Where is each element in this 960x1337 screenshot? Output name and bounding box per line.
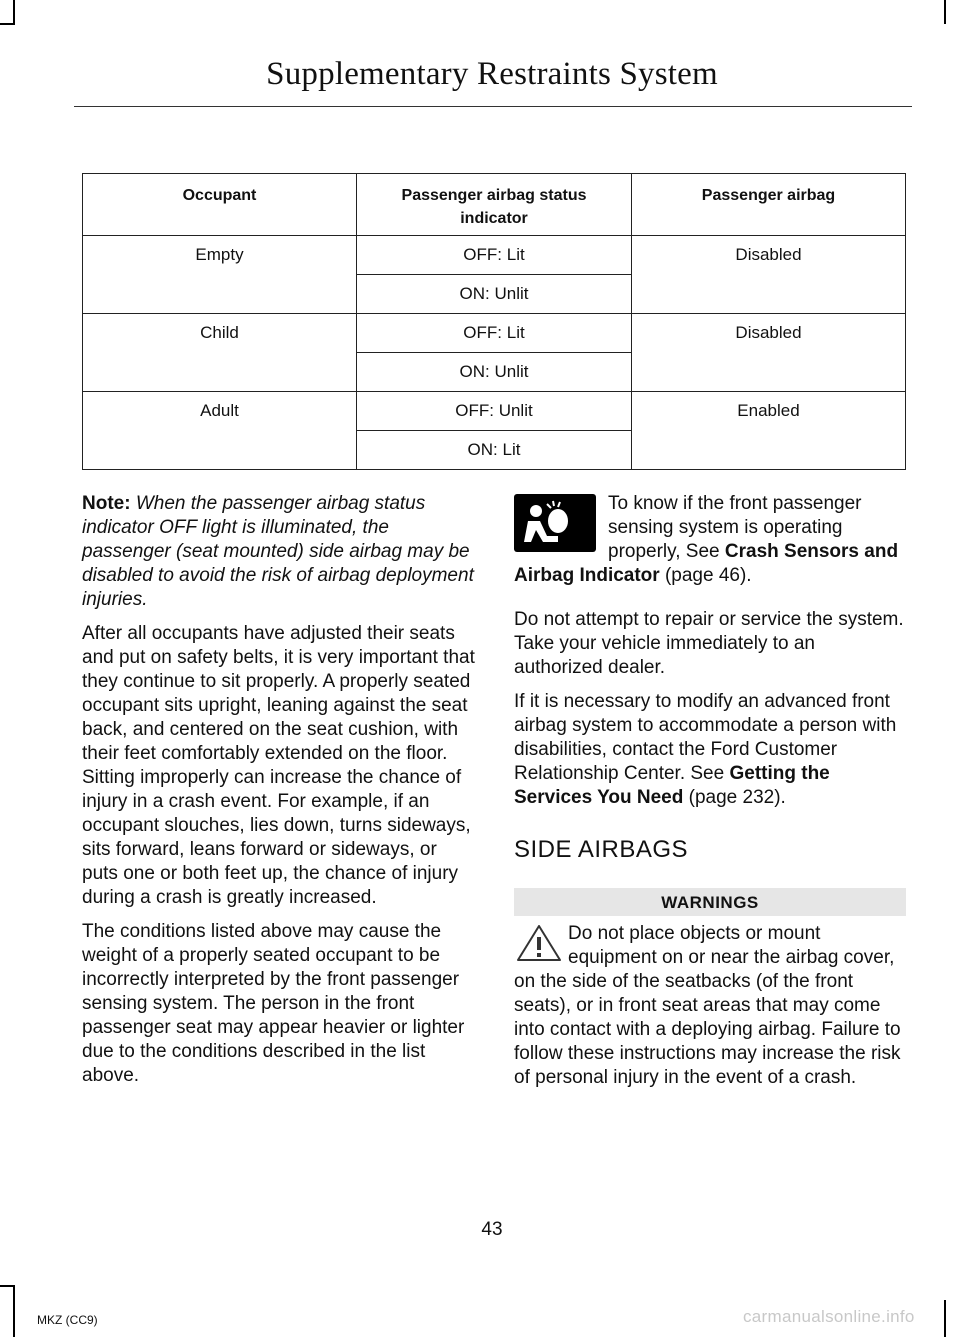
- crop-mark-top-left-h: [0, 23, 15, 25]
- column-header-occupant: Occupant: [83, 174, 357, 236]
- indicator-cell: OFF: Lit: [357, 236, 632, 275]
- indicator-cell: ON: Unlit: [357, 275, 632, 314]
- sensing-paragraph: [514, 492, 906, 588]
- page-number: 43: [481, 1219, 503, 1240]
- repair-paragraph: Do not attempt to repair or service the system. Take your vehicle immediately to an authorized dealer.: [514, 609, 904, 678]
- crop-mark-top-left: [13, 0, 15, 24]
- table-row: [83, 392, 906, 431]
- indicator-cell: OFF: Lit: [357, 314, 632, 353]
- indicator-cell: OFF: Unlit: [357, 392, 632, 431]
- indicator-cell: ON: Lit: [357, 431, 632, 470]
- watermark: carmanualsonline.info: [743, 1307, 915, 1326]
- section-heading: SIDE AIRBAGS: [514, 836, 689, 863]
- note-label: Note:: [82, 493, 131, 514]
- modify-page-ref: (page 232).: [683, 787, 786, 808]
- crop-mark-top-right: [944, 0, 946, 24]
- sensing-text: To know if the front passenger sensing system is operating properly, See: [608, 493, 862, 562]
- services-link[interactable]: Getting the Services You Need: [514, 763, 830, 808]
- crash-sensors-link[interactable]: Crash Sensors and Airbag Indicator: [514, 541, 899, 586]
- conditions-paragraph: The conditions listed above may cause the weight of a properly seated occupant to be incorrectly interpreted by the front passenger sensing system. The person in the front passenger seat may appear heavier or lighter due to the conditions described in the list above.: [82, 921, 465, 1086]
- crop-mark-bottom-left-h: [0, 1285, 15, 1287]
- warning-paragraph: [514, 922, 906, 1090]
- table-row: [83, 236, 906, 275]
- column-header-indicator: [357, 174, 632, 236]
- warning-text: Do not place objects or mount equipment on or near the airbag cover, on the side of the seatbacks (of the front seats), or in front seat areas that may come into contact with a deploying airbag. Failure to follow these instructions may increase the risk of personal injury in the event of a crash.: [514, 923, 901, 1088]
- note-text: When the passenger airbag status indicator OFF light is illuminated, the passenger (seat mounted) side airbag may be disabled to avoid the risk of airbag deployment injuries.: [82, 493, 474, 610]
- airbag-status-table: [82, 173, 906, 470]
- occupant-cell: Empty: [83, 236, 357, 314]
- occupant-cell: Child: [83, 314, 357, 392]
- right-column: [514, 492, 906, 1100]
- title-divider: [74, 106, 912, 107]
- warning-triangle-icon: [514, 922, 564, 964]
- indicator-header-text: Passenger airbag status indicator: [401, 187, 587, 227]
- crop-mark-bottom-left: [13, 1285, 15, 1337]
- passenger-airbag-icon: [514, 494, 596, 552]
- airbag-cell: Disabled: [632, 236, 906, 314]
- column-header-airbag: Passenger airbag: [632, 174, 906, 236]
- sitting-paragraph: After all occupants have adjusted their seats and put on safety belts, it is very important that they continue to sit properly. A properly seated occupant sits upright, leaning against the seat back, and centered on the seat cushion, with their feet comfortably extended on the floor. Sitting improperly can increase the chance of injury in a crash event. For example, if an occupant slouches, lies down, turns sideways, sits forward, leans forward or sideways, or puts one or both feet up, the chance of injury during a crash is greatly increased.: [82, 623, 475, 908]
- page-title: Supplementary Restraints System: [266, 56, 718, 92]
- airbag-cell: Disabled: [632, 314, 906, 392]
- modify-text: If it is necessary to modify an advanced front airbag system to accommodate a person with disabilities, contact the Ford Customer Relationship Center. See: [514, 691, 897, 784]
- note-paragraph: [82, 492, 477, 612]
- airbag-cell: Enabled: [632, 392, 906, 470]
- table-header-row: [83, 174, 906, 236]
- warnings-bar: WARNINGS: [514, 888, 906, 916]
- modify-paragraph: [514, 690, 906, 810]
- crop-mark-bottom-right: [944, 1300, 946, 1337]
- occupant-cell: Adult: [83, 392, 357, 470]
- indicator-cell: ON: Unlit: [357, 353, 632, 392]
- sensing-page-ref: (page 46).: [659, 565, 752, 586]
- left-column: [82, 492, 477, 1098]
- model-code: MKZ (CC9): [37, 1313, 98, 1327]
- table-row: [83, 314, 906, 353]
